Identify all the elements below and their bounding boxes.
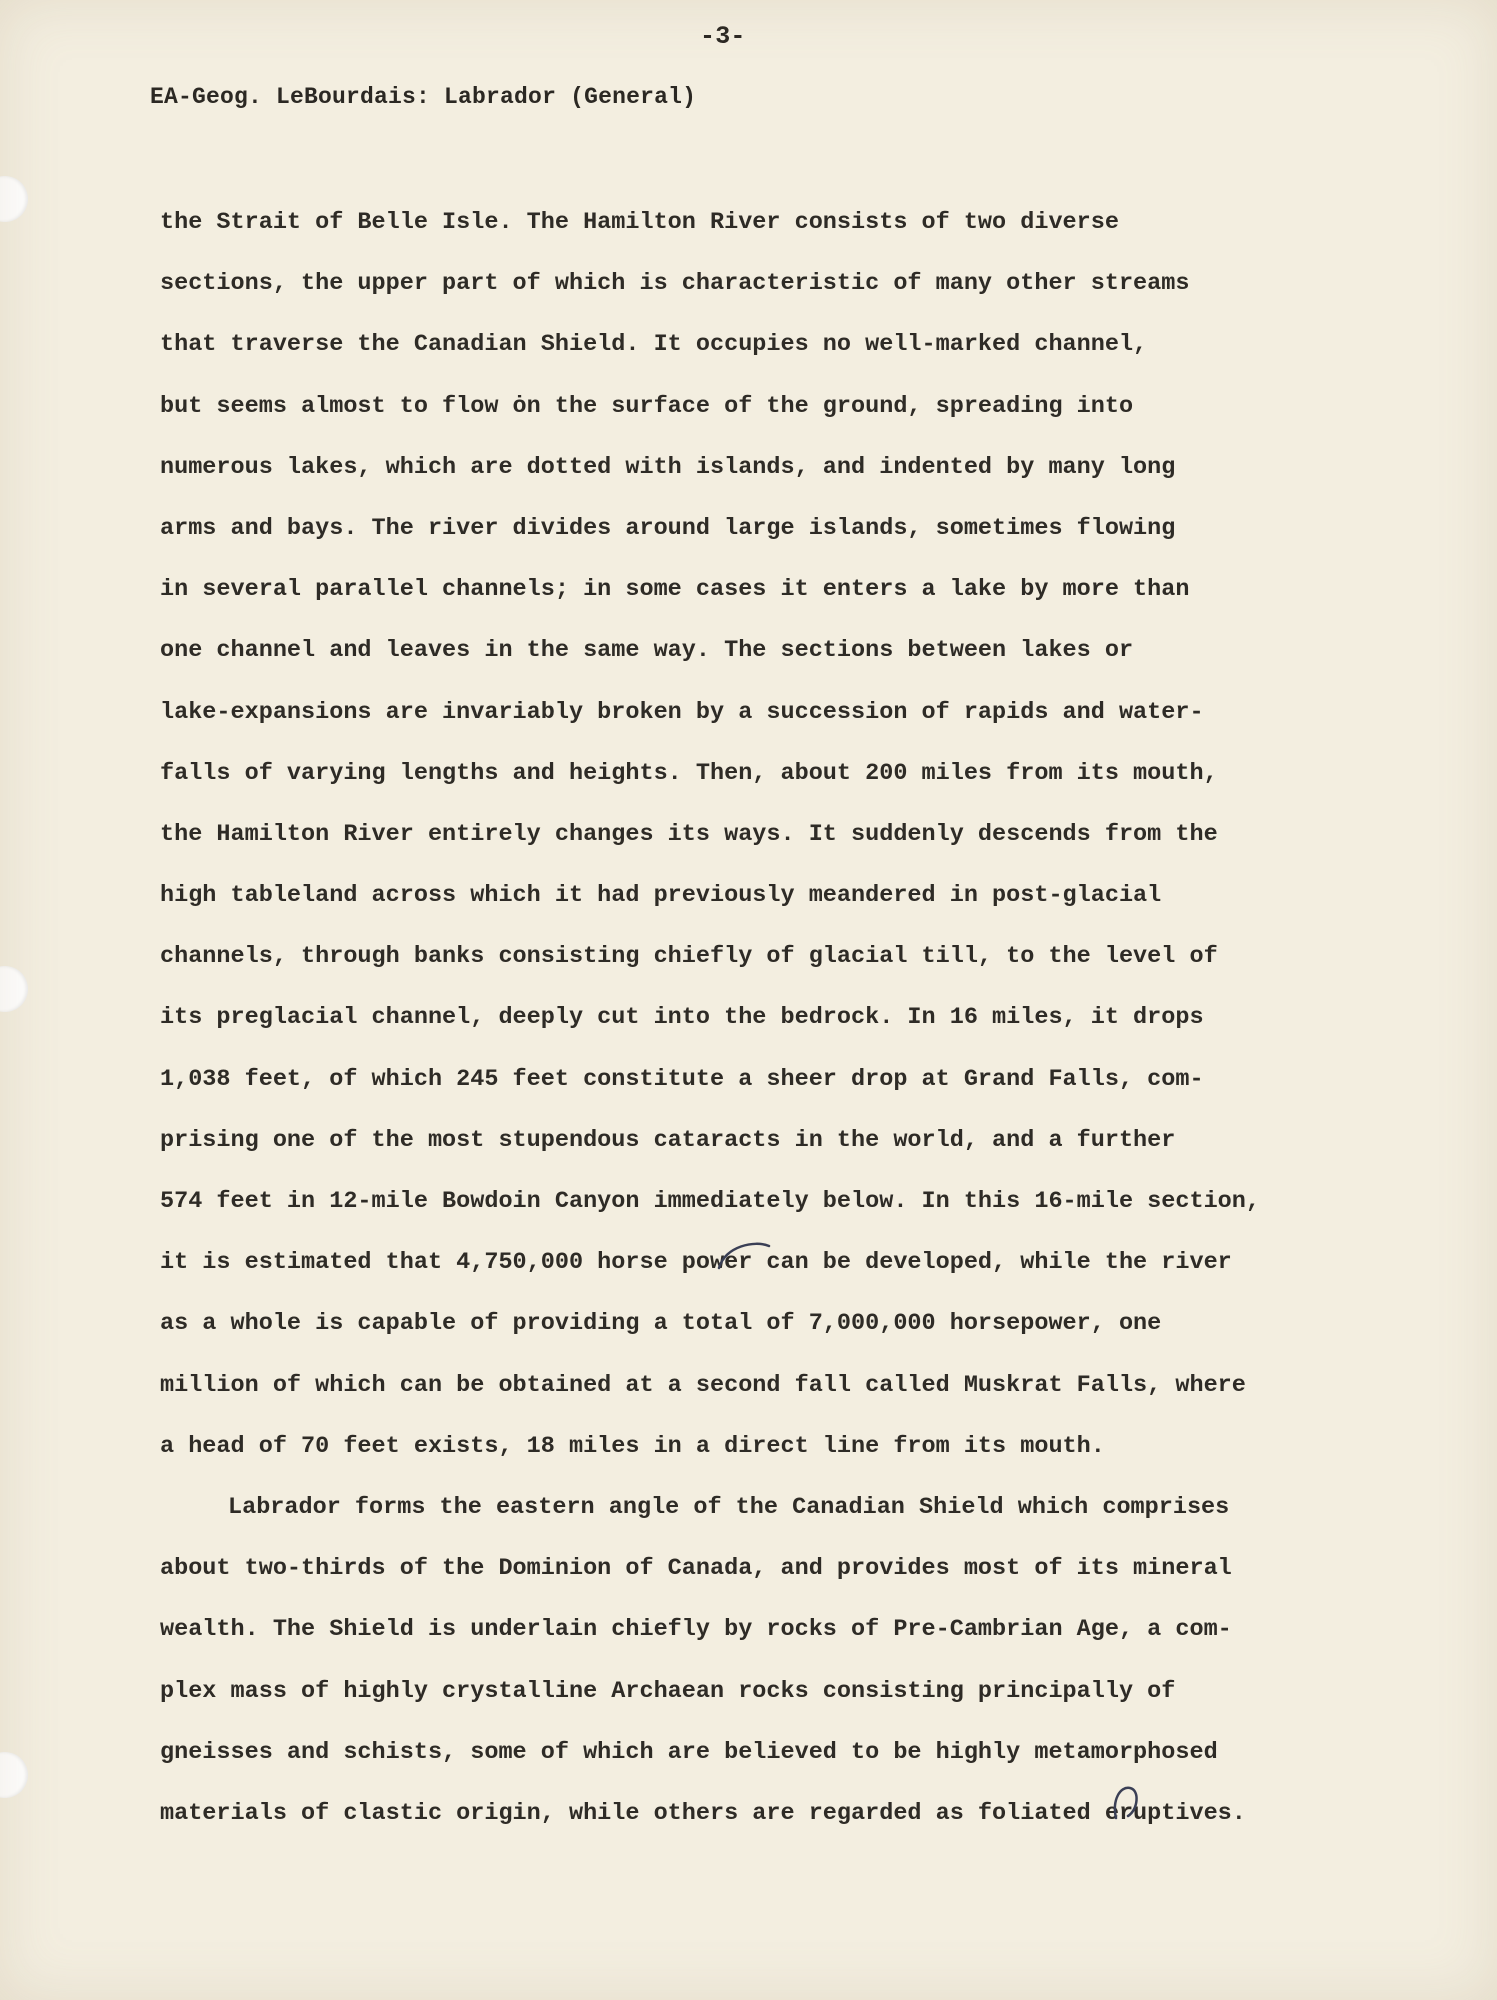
text-line: one channel and leaves in the same way. The sections between lakes or (160, 637, 1134, 665)
text-line: it is estimated that 4,750,000 horse power can be developed, while the river (160, 1249, 1232, 1277)
text-line: Labrador forms the eastern angle of the Canadian Shield which comprises (228, 1493, 1230, 1521)
text-line: the Strait of Belle Isle. The Hamilton River consists of two diverse (160, 209, 1119, 236)
text-line: high tableland across which it had previously meandered in post-glacial (160, 882, 1162, 910)
text-line: materials of clastic origin, while others are regarded as foliated eruptives. (160, 1799, 1246, 1827)
text-line: its preglacial channel, deeply cut into the bedrock. In 16 miles, it drops (160, 1004, 1204, 1032)
text-line: numerous lakes, which are dotted with islands, and indented by many long (160, 453, 1176, 481)
text-line: 1,038 feet, of which 245 feet constitute a sheer drop at Grand Falls, com- (160, 1065, 1204, 1093)
document-header: EA-Geog. LeBourdais: Labrador (General) (150, 84, 697, 110)
text-line: sections, the upper part of which is characteristic of many other streams (160, 270, 1190, 298)
punch-hole (0, 176, 28, 222)
text-line: arms and bays. The river divides around large islands, sometimes flowing (160, 514, 1176, 542)
text-line: about two-thirds of the Dominion of Canada, and provides most of its mineral (160, 1555, 1232, 1583)
text-line: gneisses and schists, some of which are believed to be highly metamorphosed (160, 1738, 1218, 1766)
text-line: wealth. The Shield is underlain chiefly by rocks of Pre-Cambrian Age, a com- (160, 1616, 1232, 1644)
text-line: as a whole is capable of providing a total of 7,000,000 horsepower, one (160, 1310, 1162, 1338)
text-line: lake-expansions are invariably broken by a succession of rapids and water- (160, 698, 1204, 726)
punch-hole (0, 1752, 28, 1798)
punch-hole (0, 966, 28, 1012)
text-line: plex mass of highly crystalline Archaean rocks consisting principally of (160, 1677, 1176, 1705)
text-line: channels, through banks consisting chiefly of glacial till, to the level of (160, 943, 1218, 971)
text-line: but seems almost to flow ȯn the surface of the ground, spreading into (160, 392, 1134, 420)
text-line: falls of varying lengths and heights. Then, about 200 miles from its mouth, (160, 759, 1218, 787)
text-line: 574 feet in 12-mile Bowdoin Canyon immediately below. In this 16-mile section, (160, 1188, 1260, 1215)
text-line: prising one of the most stupendous cataracts in the world, and a further (160, 1126, 1176, 1154)
paragraph-2 (160, 1477, 1400, 1844)
paragraph-1 (160, 192, 1400, 1477)
page-number: -3- (700, 22, 746, 51)
text-line: a head of 70 feet exists, 18 miles in a direct line from its mouth. (160, 1432, 1105, 1460)
text-line: in several parallel channels; in some cases it enters a lake by more than (160, 576, 1190, 604)
text-line: the Hamilton River entirely changes its ways. It suddenly descends from the (160, 820, 1218, 848)
text-line: that traverse the Canadian Shield. It occupies no well-marked channel, (160, 331, 1148, 359)
text-line: million of which can be obtained at a second fall called Muskrat Falls, where (160, 1371, 1246, 1399)
body-text (160, 192, 1400, 1844)
